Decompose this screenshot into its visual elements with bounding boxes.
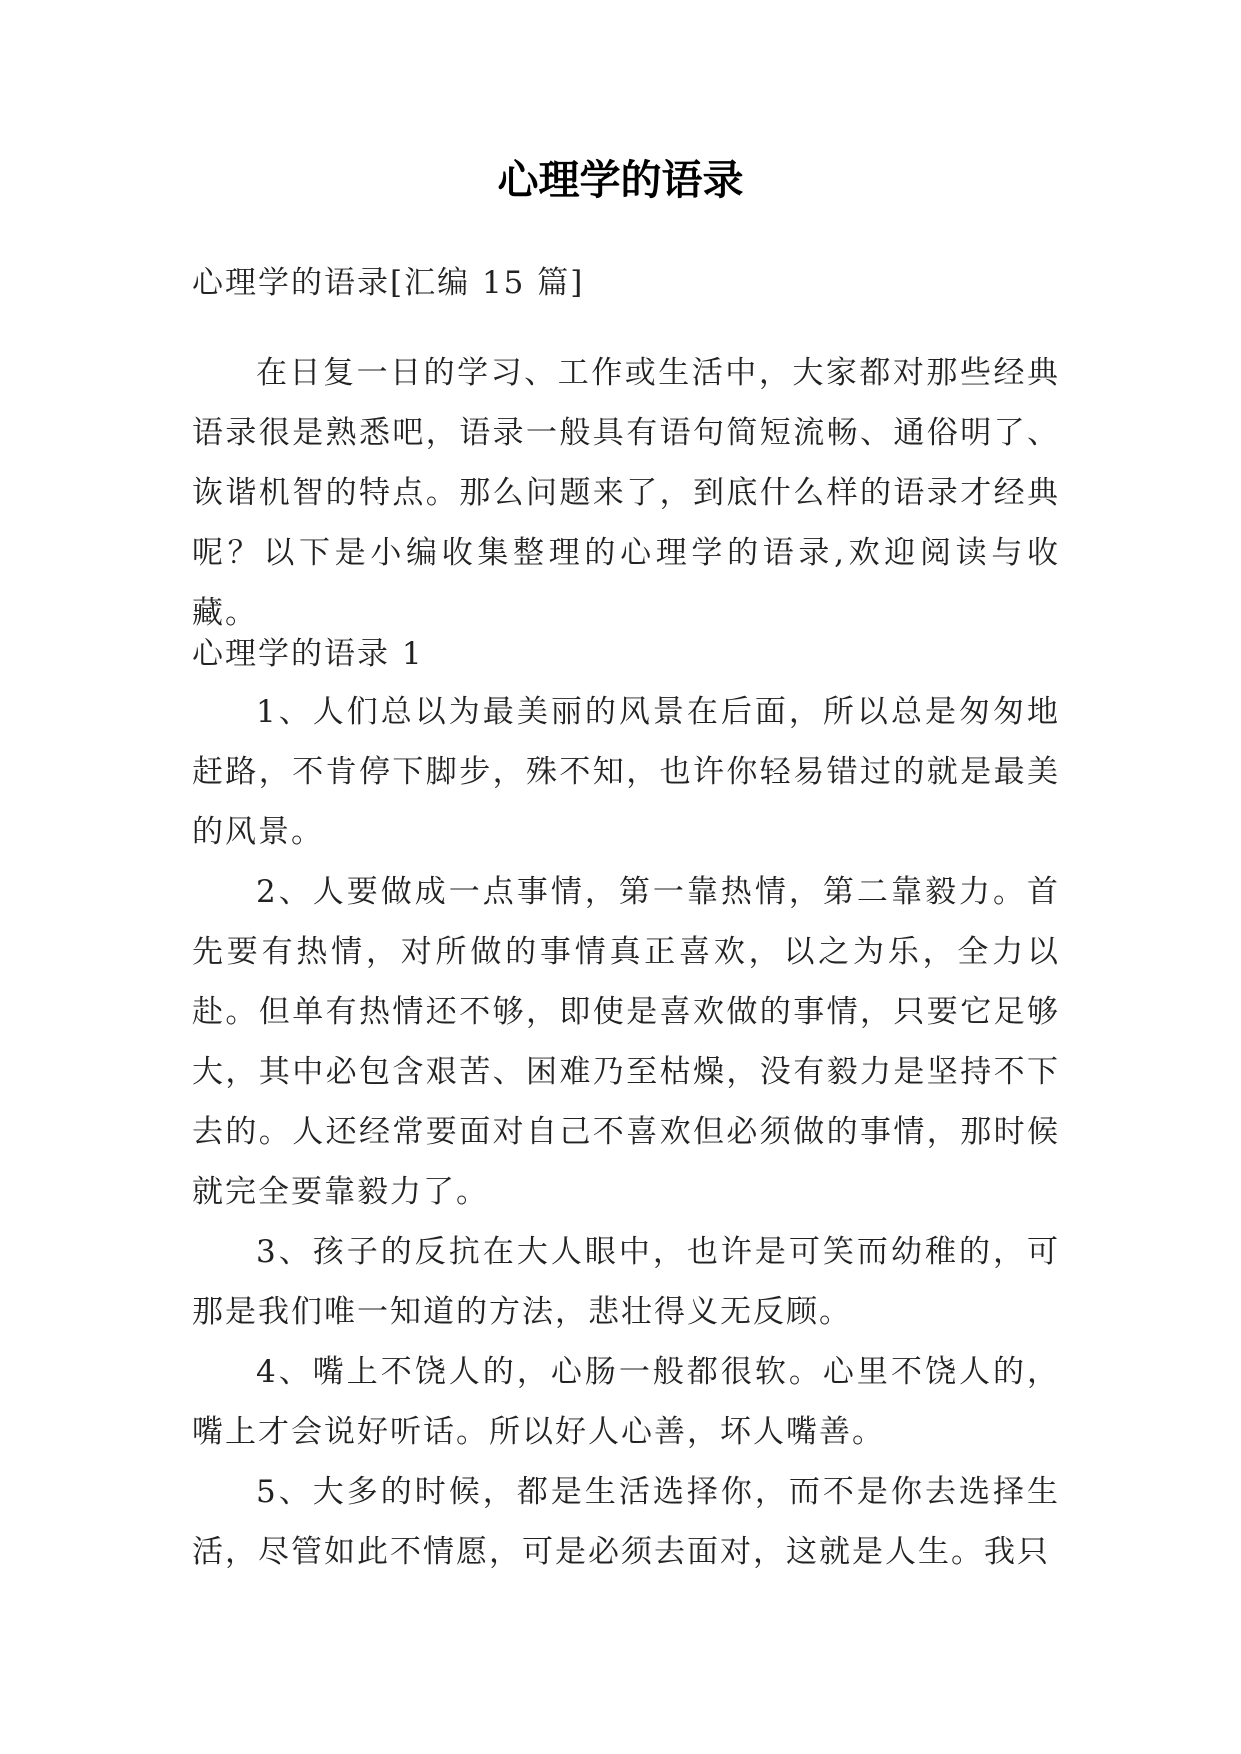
quote-item: 5、大多的时候，都是生活选择你，而不是你去选择生活，尽管如此不情愿，可是必须去面对，这就是人生。我只 [192,1474,1060,1570]
quote-item: 2、人要做成一点事情，第一靠热情，第二靠毅力。首先要有热情，对所做的事情真正喜欢，以之为乐，全力以赴。但单有热情还不够，即使是喜欢做的事情，只要它足够大，其中必包含艰苦、困难乃至枯燥，没有毅力是坚持不下去的。人还经常要面对自己不喜欢但必须做的事情，那时候就完全要靠毅力了。 [192,874,1060,1210]
quote-list [192,682,1060,1582]
intro-paragraph: 在日复一日的学习、工作或生活中，大家都对那些经典语录很是熟悉吧，语录一般具有语句简短流畅、通俗明了、诙谐机智的特点。那么问题来了，到底什么样的语录才经典呢？以下是小编收集整理的心理学的语录,欢迎阅读与收藏。 [192,355,1060,631]
quote-item: 3、孩子的反抗在大人眼中，也许是可笑而幼稚的，可那是我们唯一知道的方法，悲壮得义无反顾。 [192,1234,1060,1330]
subtitle-text: 心理学的语录[汇编 15 篇] [192,265,585,301]
section-heading-block [192,624,1060,684]
document-title: 心理学的语录 [497,156,744,204]
quote-item: 1、人们总以为最美丽的风景在后面，所以总是匆匆地赶路，不肯停下脚步，殊不知，也许你轻易错过的就是最美的风景。 [192,694,1060,850]
intro-block [192,343,1060,643]
document-subtitle [192,253,1060,313]
quote-item: 4、嘴上不饶人的，心肠一般都很软。心里不饶人的，嘴上才会说好听话。所以好人心善，坏人嘴善。 [192,1354,1060,1450]
section-heading: 心理学的语录 1 [192,636,424,672]
